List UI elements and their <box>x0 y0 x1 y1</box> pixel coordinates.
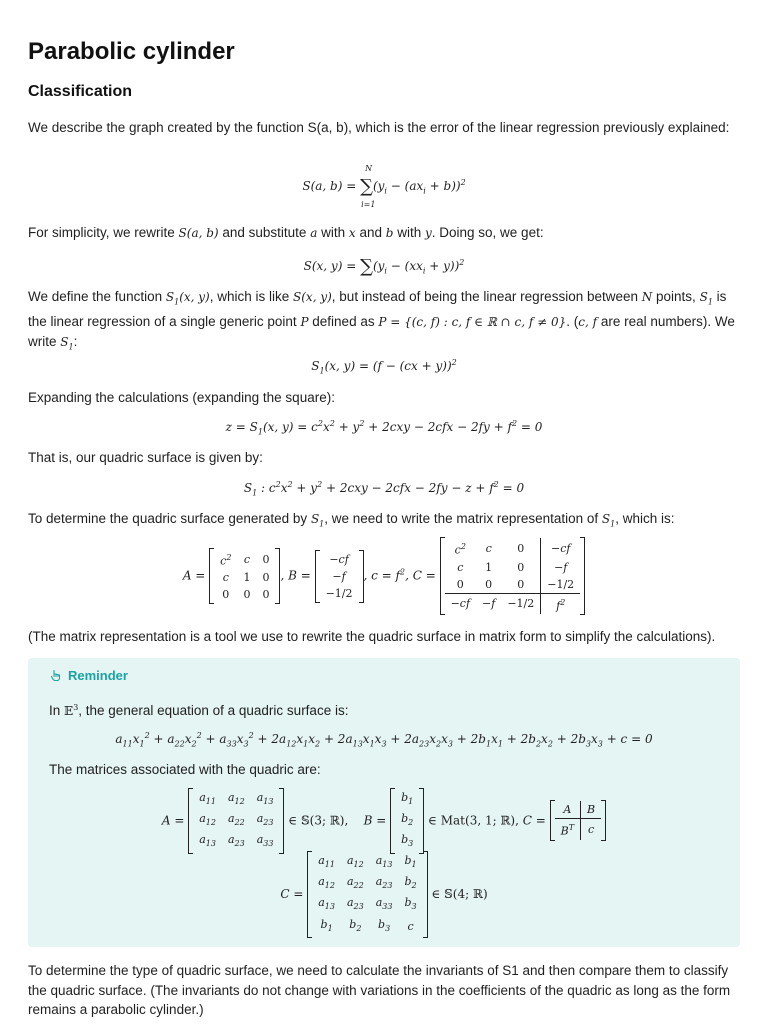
definition-paragraph: We define the function $S_1(x$, y), which is like S(x, y), but instead of being the linear regression between N points, $S_1$ is the linear regression of a single generic point P defined as P = {(c, f) : c, f ∈ ℝ ∩ c, f ≠ 0}. (c, f are real numbers). We write $S_1$: <box>28 289 735 352</box>
equation-error-sum: S(a, b) = ∑ N i=1 $(y_i - (ax_i + b))^2$ <box>302 164 466 209</box>
invariants-paragraph: To determine the type of quadric surface, we need to calculate the invariants of S1 and then compare them to classify the quadric surface. (The invariants do not change with variations in the coefficients of the quadric as long as the form remains a parabolic cylinder.) <box>28 963 731 1017</box>
matrix-intro-paragraph: To determine the quadric surface generated by $S_1$, we need to write the matrix representation of $S_1$, which is: <box>28 511 675 529</box>
intro-paragraph: We describe the graph created by the function S(a, b), which is the error of the linear regression previously explained: <box>28 120 730 135</box>
matrix-note-paragraph: (The matrix representation is a tool we use to rewrite the quadric surface in matrix form to simplify the calculations). <box>28 629 716 644</box>
equation-general-quadric: $a_{11}x_1^2 + a_{22}x_2^2 + a_{33}x_3^2 + 2a_{12}x_1x_2 + 2a_{13}x_1x_3 + 2a_{23}x_2x_3 + 2b_1x_1 + 2b_2x_2 + 2b_3x_3 + c = 0$ <box>115 731 653 749</box>
quadric-paragraph: That is, our quadric surface is given by: <box>28 450 263 465</box>
equation-quadric: $S_1$ : $c^2x^2 + y^2 + 2cxy - 2cfx - 2fy - z + f^2 = 0$ <box>243 480 525 498</box>
matrix-b: −cf −f −1/2 <box>315 550 364 603</box>
matrix-c: $c^2$ c 0 −cf c 1 0 −f 0 0 0 −1/2 −cf −f −1/2 $f^2$ <box>440 537 586 615</box>
matrix-representation: A = $c^2$ c 0 c 1 0 0 0 0 , B = −cf −f −1/2 , $c = f^2$, C = $c^2$ c 0 −cf c 1 0 −f 0 0 0 −1/2 −cf −f −1/2 $f^2$ <box>28 537 740 615</box>
reminder-callout <box>28 658 740 947</box>
equation-general-matrices: A = $a_{11}$ $a_{12}$ $a_{13}$ $a_{12}$ $a_{22}$ $a_{23}$ $a_{13}$ $a_{23}$ $a_{33}$ ∈ 𝕊(3; ℝ), B = $b_1$ $b_2$ $b_3$ ∈ Mat(3, 1; ℝ), C = A B $B^T$ c <box>28 788 740 854</box>
equation-s1: $S_1(x$, $y) = (f - (cx + y))^2$ <box>311 358 457 376</box>
pointing-hand-icon <box>50 669 62 681</box>
general-matrix-a: $a_{11}$ $a_{12}$ $a_{13}$ $a_{12}$ $a_{22}$ $a_{23}$ $a_{13}$ $a_{23}$ $a_{33}$ <box>188 788 284 854</box>
general-matrix-b: $b_1$ $b_2$ $b_3$ <box>390 788 424 854</box>
simplify-paragraph: For simplicity, we rewrite S(a, b) and substitute a with x and b with y. Doing so, we get: <box>28 225 544 240</box>
equation-rewritten: S(x, $y) = \sum(y_i - (xx_i + y))^2$ <box>303 256 465 277</box>
reminder-title: Reminder <box>50 668 128 683</box>
expanding-paragraph: Expanding the calculations (expanding the square): <box>28 390 335 405</box>
equation-general-matrix-c: C = $a_{11}$ $a_{12}$ $a_{13}$ $b_1$ $a_{12}$ $a_{22}$ $a_{23}$ $b_2$ $a_{13}$ $a_{23}$ $a_{33}$ $b_3$ $b_1$ $b_2$ $b_3$ c ∈ 𝕊(4; ℝ) <box>28 851 740 938</box>
section-heading: Classification <box>28 83 133 100</box>
matrix-a: $c^2$ c 0 c 1 0 0 0 0 <box>209 548 280 605</box>
reminder-line-1: In 𝔼$^3$, the general equation of a quadric surface is: <box>49 703 349 718</box>
reminder-line-2: The matrices associated with the quadric are: <box>49 762 321 777</box>
general-matrix-c: $a_{11}$ $a_{12}$ $a_{13}$ $b_1$ $a_{12}$ $a_{22}$ $a_{23}$ $b_2$ $a_{13}$ $a_{23}$ $a_{33}$ $b_3$ $b_1$ $b_2$ $b_3$ c <box>307 851 427 938</box>
general-matrix-c-block: A B $B^T$ c <box>550 800 607 841</box>
page-title: Parabolic cylinder <box>28 38 235 65</box>
equation-expanded: $z = S_1(x$, $y) = c^2x^2 + y^2 + 2cxy - 2cfx - 2fy + f^2 = 0$ <box>225 419 543 437</box>
